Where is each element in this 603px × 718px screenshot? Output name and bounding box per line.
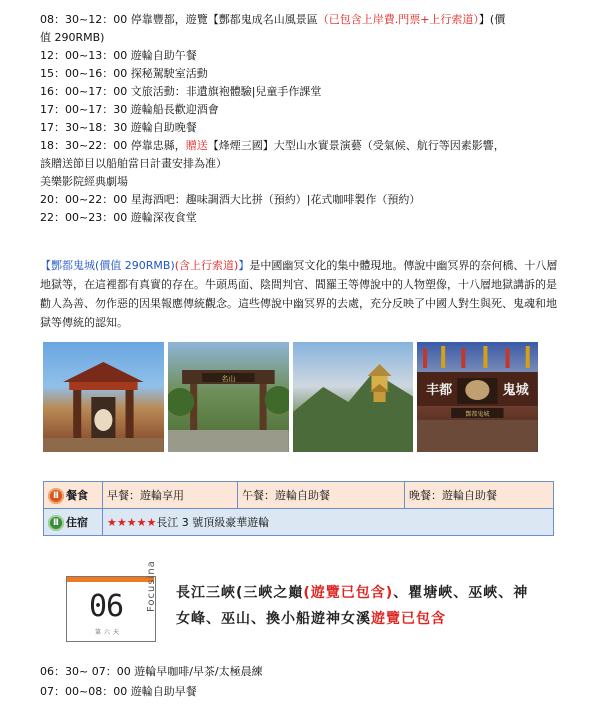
schedule-pre: 18：30~22：00 停靠忠縣， [40, 139, 186, 152]
schedule-pre: 值 290RMB) [40, 31, 105, 44]
day-title-b-note: 遊覽已包含 [371, 611, 446, 627]
breakfast-cell: 早餐：遊輪享用 [103, 482, 238, 509]
day-title [176, 580, 536, 632]
photo-gate [43, 342, 164, 452]
schedule-line [40, 101, 219, 118]
photo-ghost-city-gate [417, 342, 538, 452]
ghost-city-sign-left: 丰都 [426, 383, 453, 398]
schedule-pre: 22：00~23：00 遊輪深夜食堂 [40, 211, 197, 224]
schedule-pre: 美樂影院經典劇場 [40, 175, 128, 188]
schedule-line [40, 119, 197, 136]
day-badge [66, 576, 156, 642]
meal-icon: Ⅱ [48, 488, 64, 504]
photo-archway [168, 342, 289, 452]
intro-body: 是中國幽冥文化的集中體現地。傳說中幽冥界的奈何橋、十八層地獄等，在這裡都有真實的存在。牛頭馬面、陰間判官、閻羅王等傳說中的人物塑像，十八層地獄講訴的是勸人為善、勿作惡的因果報應傳統觀念。這些傳說中幽冥界的去處，充分反映了中國人對生與死、鬼魂和地獄等傳統的認知。 [40, 259, 558, 329]
schedule-post: 【烽煙三國】大型山水實景演藝（受氣候、航行等因素影響， [207, 139, 505, 152]
schedule-pre: 17：30~18：30 遊輪自助晚餐 [40, 121, 197, 134]
schedule-line [40, 209, 197, 226]
schedule-pre: 20：00~22：00 星海酒吧：趣味調酒大比拼（預約）|花式咖啡製作（預約） [40, 193, 421, 206]
schedule-line [40, 11, 505, 28]
stay-label: 住宿 [66, 515, 88, 529]
stay-row [44, 509, 554, 536]
stay-label-cell [44, 509, 103, 536]
focus-label: Focusina [146, 560, 157, 612]
schedule-pre: 16：00~17：00 文旅活動：非遺旗袍體驗|兒童手作課堂 [40, 85, 322, 98]
ghost-city-sign-right: 鬼城 [502, 383, 529, 398]
schedule-pre: 17：00~17：30 遊輪船長歡迎酒會 [40, 103, 219, 116]
intro-title: 【酆都鬼城(價值 290RMB) [40, 259, 175, 272]
schedule-line [40, 47, 197, 64]
schedule-line [40, 137, 505, 154]
schedule-pre: 12：00~13：00 遊輪自助午餐 [40, 49, 197, 62]
stay-icon: Ⅱ [48, 515, 64, 531]
photo-mountain-temple [293, 342, 414, 452]
schedule-pre: 該贈送節目以船舶當日計畫安排為准） [40, 157, 227, 170]
schedule-pre: 15：00~16：00 探秘駕駛室活動 [40, 67, 208, 80]
schedule-line [40, 29, 104, 46]
day-title-a: 長江三峽(三峽之巔 [176, 585, 304, 601]
schedule-line [40, 191, 420, 208]
schedule-line [40, 83, 321, 100]
ghost-city-gate-sign: 酆都鬼城 [465, 411, 490, 418]
schedule-red: （已包含上岸費.門票+上行索道） [317, 13, 479, 26]
day-title-b: 、瞿塘峽、巫峽、神女峰、巫山、換小船遊神女溪 [176, 585, 529, 627]
photo-strip [43, 342, 538, 452]
archway-sign: 名山 [221, 374, 236, 383]
intro-title-end: 】 [238, 259, 250, 272]
dinner-cell: 晚餐：遊輪自助餐 [405, 482, 554, 509]
schedule-line: 06：30~ 07：00 遊輪早咖啡/早茶/太極晨練 [40, 665, 263, 678]
stay-text: 長江 3 號頂級豪華遊輪 [156, 516, 270, 529]
fengdu-intro [40, 256, 560, 332]
stay-cell [103, 509, 554, 536]
schedule-line [40, 173, 128, 190]
lunch-cell: 午餐：遊輪自助餐 [238, 482, 405, 509]
schedule-line: 07：00~08：00 遊輪自助早餐 [40, 685, 197, 698]
intro-note: (含上行索道) [174, 259, 239, 272]
schedule-red: 贈送 [185, 139, 208, 152]
day-title-a-note: (遊覽已包含) [303, 585, 394, 601]
meal-label-cell [44, 482, 103, 509]
star-rating: ★★★★★ [107, 516, 157, 529]
schedule-post: 】(價 [478, 13, 506, 26]
day-number: 06 [89, 589, 124, 624]
schedule-line [40, 155, 227, 172]
meal-label: 餐食 [66, 488, 88, 502]
meal-stay-table [43, 481, 554, 536]
schedule-line [40, 65, 208, 82]
day-subtitle: 第六天 [95, 629, 123, 636]
meal-row [44, 482, 554, 509]
schedule-pre: 08：30~12：00 停靠豐都，遊覽【酆都鬼成名山風景區 [40, 13, 318, 26]
